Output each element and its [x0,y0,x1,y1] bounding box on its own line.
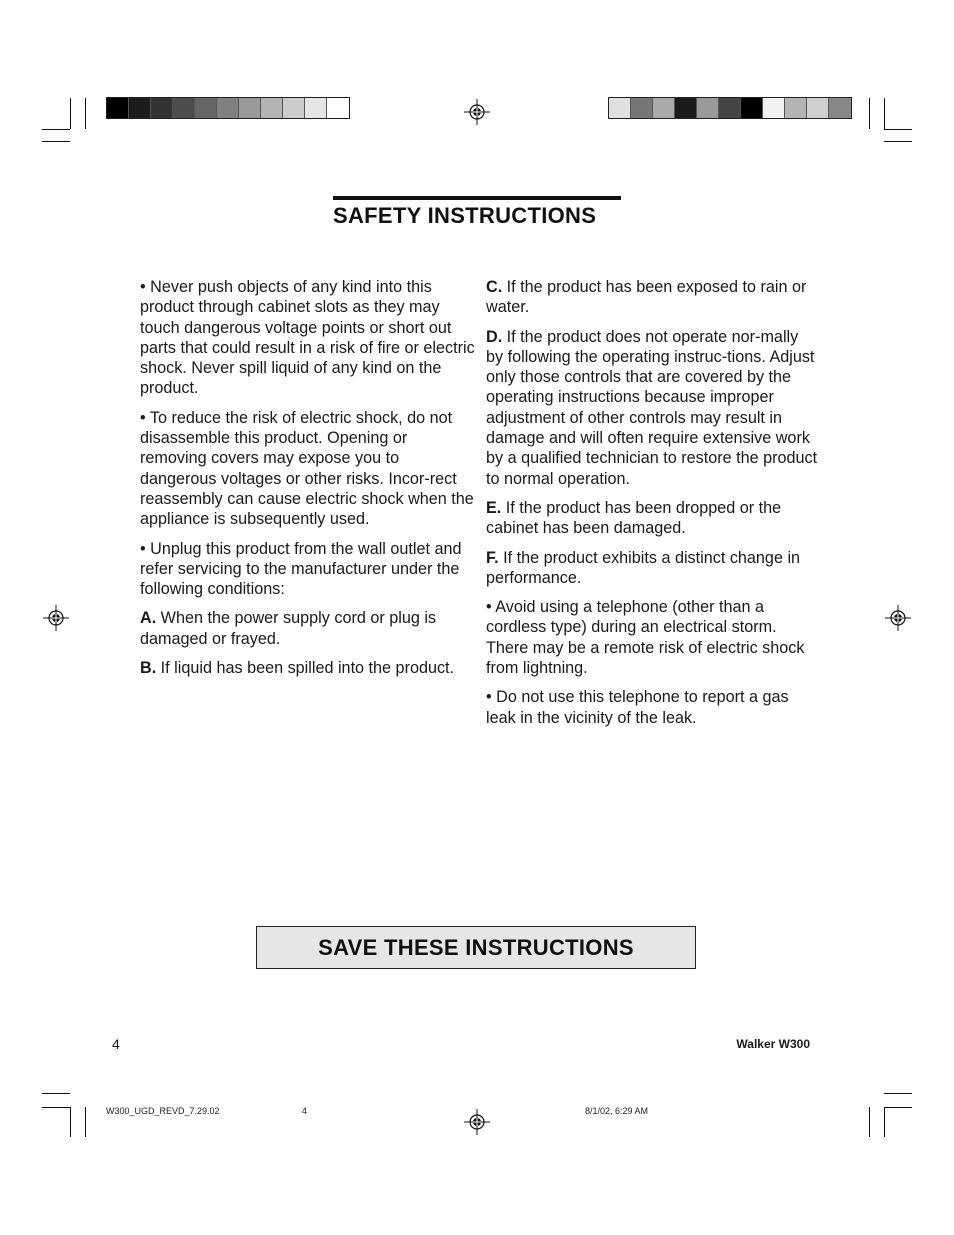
right-column [486,277,818,737]
instruction-text: If the product has been dropped or the cabinet has been damaged. [486,498,782,538]
crop-mark-icon [70,1107,71,1137]
color-swatch [829,98,851,118]
model-name: Walker W300 [736,1037,810,1051]
instruction-lead: A. [140,609,157,628]
instruction-text: If liquid has been spilled into the product. [156,659,455,678]
color-swatch [283,98,305,118]
instruction-text: If the product exhibits a distinct change in performance. [486,548,801,587]
color-swatch [653,98,675,118]
crop-mark-icon [42,1093,70,1094]
crop-mark-icon [85,1107,86,1137]
instruction-lead: E. [486,498,502,517]
color-swatch [217,98,239,118]
crop-mark-icon [70,98,71,129]
crop-mark-icon [884,1107,912,1108]
title-rule [333,196,621,200]
instruction-text: • Avoid using a telephone (other than a cordless type) during an electrical storm. There may be a remote risk of electric shock from lightning. [486,598,805,678]
crop-mark-icon [884,1093,912,1094]
instruction-paragraph [140,608,475,649]
crop-mark-icon [42,129,70,130]
instruction-paragraph [486,597,818,678]
registration-mark-icon [464,99,490,125]
instruction-paragraph [140,658,475,678]
instruction-paragraph [140,277,475,399]
page-number: 4 [112,1036,120,1052]
slug-file-name: W300_UGD_REVD_7.29.02 [106,1106,220,1116]
slug-timestamp: 8/1/02, 6:29 AM [585,1106,649,1116]
color-swatch [129,98,151,118]
save-instructions-banner [256,926,696,969]
instruction-paragraph [140,408,475,530]
left-column [140,277,475,687]
instruction-paragraph [486,687,818,728]
color-calibration-bar-right [608,97,852,119]
registration-mark-icon [464,1109,490,1135]
instruction-lead: C. [486,278,503,296]
color-swatch [719,98,741,118]
registration-mark-icon [885,605,911,631]
crop-mark-icon [884,1107,885,1137]
instruction-paragraph [486,548,818,589]
instruction-text: If the product does not operate nor-mally by following the operating instruc-tions. Adjust only those controls that are covered by the operating instructions because improper adjustment of other controls may result in damage and will often require extensive work by a qualified technician to restore the product to normal operation. [486,327,818,488]
slug-page: 4 [302,1106,308,1116]
instruction-text: • Do not use this telephone to report a gas leak in the vicinity of the leak. [486,688,789,727]
color-swatch [195,98,217,118]
color-swatch [807,98,829,118]
color-swatch [675,98,697,118]
color-swatch [305,98,327,118]
color-swatch [763,98,785,118]
instruction-text: If the product has been exposed to rain or water. [486,278,807,317]
instruction-text: • To reduce the risk of electric shock, do not disassemble this product. Opening or removing covers may expose you to dangerous voltages or other risks. Incor-rect reassembly can cause electric shock when the appliance is subsequently used. [140,408,474,529]
instruction-paragraph [140,539,475,600]
save-instructions-text: SAVE THESE INSTRUCTIONS [318,934,634,960]
color-swatch [785,98,807,118]
instruction-paragraph [486,498,818,539]
crop-mark-icon [869,98,870,129]
color-swatch [327,98,349,118]
crop-mark-icon [85,98,86,129]
instruction-text: • Never push objects of any kind into this product through cabinet slots as they may touch dangerous voltage points or short out parts that could result in a risk of fire or electric shock. Never spill liquid of any kind on the product. [140,278,475,398]
instruction-lead: D. [486,327,503,346]
color-swatch [239,98,261,118]
crop-mark-icon [869,1107,870,1137]
color-swatch [609,98,631,118]
instruction-paragraph [486,327,818,489]
registration-mark-icon [43,605,69,631]
color-calibration-bar-left [106,97,350,119]
instruction-paragraph [486,277,818,318]
crop-mark-icon [42,141,70,142]
crop-mark-icon [884,141,912,142]
color-swatch [107,98,129,118]
instruction-text: When the power supply cord or plug is damaged or frayed. [140,609,437,648]
color-swatch [741,98,763,118]
color-swatch [173,98,195,118]
instruction-text: • Unplug this product from the wall outlet and refer servicing to the manufacturer under the following conditions: [140,539,462,599]
page-title: SAFETY INSTRUCTIONS [333,203,597,228]
instruction-lead: F. [486,548,499,567]
crop-mark-icon [42,1107,70,1108]
crop-mark-icon [884,129,912,130]
color-swatch [261,98,283,118]
color-swatch [631,98,653,118]
color-swatch [697,98,719,118]
instruction-lead: B. [140,659,157,678]
color-swatch [151,98,173,118]
crop-mark-icon [884,98,885,129]
